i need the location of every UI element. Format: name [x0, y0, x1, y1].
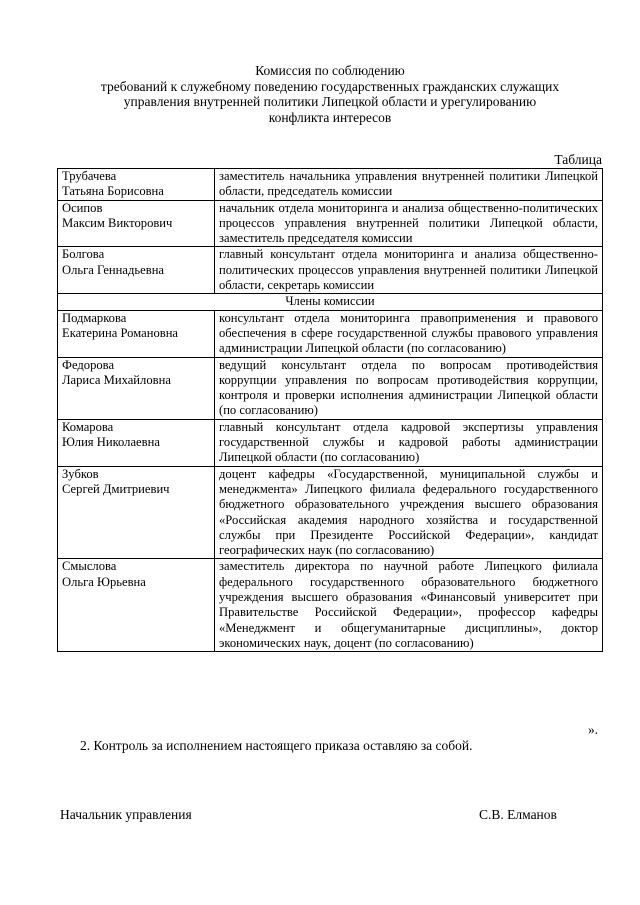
member-role: главный консультант отдела кадровой экспертизы управления государственной службы и кадровой работы администрации Липецкой области (по согласованию) [215, 419, 603, 466]
member-role: ведущий консультант отдела по вопросам противодействия коррупции управления по вопросам противодействия коррупции, контроля и проверки исполнения администрации Липецкой области (по согласованию) [215, 357, 603, 419]
member-name [58, 200, 215, 247]
member-name [58, 310, 215, 357]
member-given-names: Юлия Николаевна [62, 435, 160, 450]
table-row [58, 357, 603, 419]
member-surname: Трубачева [62, 169, 117, 183]
table-row [58, 247, 603, 294]
table-row [58, 200, 603, 247]
member-given-names: Сергей Дмитриевич [62, 481, 170, 496]
member-name [58, 559, 215, 652]
member-surname: Федорова [62, 357, 115, 372]
member-name [58, 247, 215, 294]
table-row [58, 310, 603, 357]
member-role: заместитель начальника управления внутренней политики Липецкой области, председатель комиссии [215, 169, 603, 201]
table-row [58, 559, 603, 652]
member-name [58, 357, 215, 419]
signature-name: С.В. Елманов [479, 807, 557, 822]
title-line: Комиссия по соблюдению [255, 63, 405, 78]
table-row [58, 419, 603, 466]
closing-quote: ». [588, 722, 599, 737]
member-given-names: Ольга Геннадьевна [62, 262, 165, 277]
member-given-names: Лариса Михайловна [62, 372, 171, 387]
table-row [58, 466, 603, 559]
member-role: начальник отдела мониторинга и анализа общественно-политических процессов управления внутренней политики Липецкой области, заместитель председателя комиссии [215, 200, 603, 247]
member-surname: Подмаркова [62, 310, 127, 325]
title-line: конфликта интересов [268, 109, 392, 125]
table-row [58, 169, 603, 201]
member-name [58, 419, 215, 466]
member-name [58, 466, 215, 559]
member-role: доцент кафедры «Государственной, муниципальной службы и менеджмента» Липецкого филиала федерального государственного бюджетного образовательного учреждения высшего образования «Российская академия народного хозяйства и государственной службы при Президенте Российской Федерации», кандидат географических наук (по согласованию) [215, 466, 603, 559]
table-label: Таблица [554, 152, 602, 167]
member-surname: Смыслова [62, 559, 117, 574]
member-surname: Болгова [62, 247, 105, 262]
title-line: управления внутренней политики Липецкой области и урегулированию [123, 94, 537, 109]
member-surname: Осипов [62, 200, 103, 215]
member-role: главный консультант отдела мониторинга и анализа общественно-политических процессов управления внутренней политики Липецкой области, секретарь комиссии [215, 247, 603, 294]
commission-table [57, 168, 603, 652]
member-role: заместитель директора по научной работе Липецкого филиала федерального государственного образовательного бюджетного учреждения высшего образования «Финансовый университет при Правительстве Российской Федерации», профессор кафедры «Менеджмент и общегуманитарные дисциплины», доктор экономических наук, доцент (по согласованию) [215, 559, 603, 652]
member-surname: Зубков [62, 466, 99, 481]
member-surname: Комарова [62, 419, 114, 434]
members-section-header: Члены комиссии [58, 294, 603, 310]
member-role: консультант отдела мониторинга правоприменения и правового обеспечения в сфере государственной службы правового управления администрации Липецкой области (по согласованию) [215, 310, 603, 357]
signature-position: Начальник управления [60, 807, 192, 822]
title-line: требований к служебному поведению государственных гражданских служащих [100, 78, 560, 94]
commission-title [55, 63, 605, 125]
member-name [58, 169, 215, 201]
section-header-row [58, 294, 603, 310]
member-given-names: Максим Викторович [62, 215, 173, 230]
member-given-names: Татьяна Борисовна [62, 184, 164, 199]
member-given-names: Екатерина Романовна [62, 325, 179, 340]
member-given-names: Ольга Юрьевна [62, 574, 146, 589]
order-item-2: 2. Контроль за исполнением настоящего приказа оставляю за собой. [80, 738, 473, 753]
